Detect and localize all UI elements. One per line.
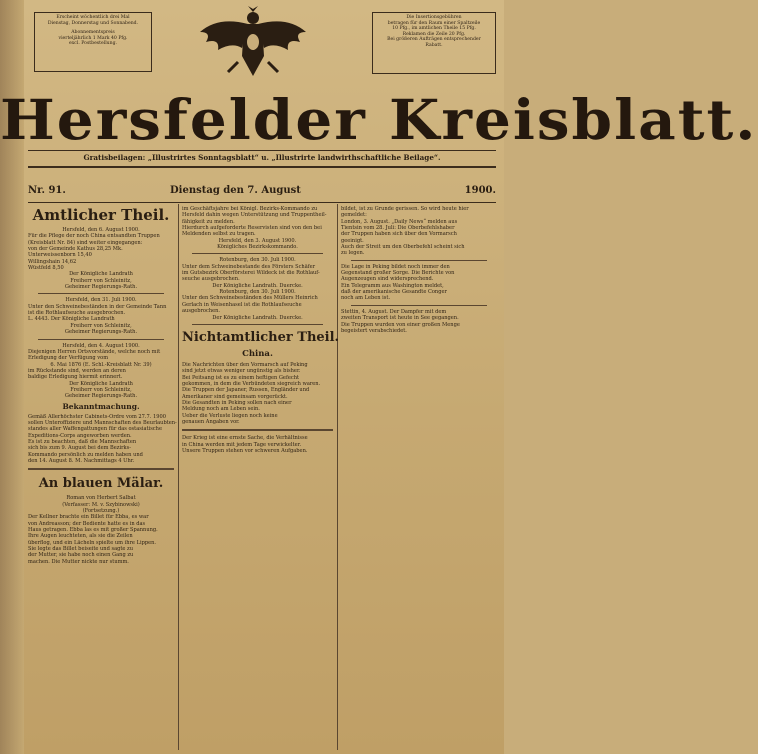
- text-line: Augenzeugen sind widersprechend.: [341, 276, 434, 283]
- issue-year: 1900.: [464, 185, 496, 196]
- notice-reservists: [182, 206, 333, 250]
- news-peking: [341, 264, 497, 302]
- subscription-line: Dienstag, Donnerstag und Sonnabend.: [47, 20, 139, 26]
- newspaper-title: Hersfelder Kreisblatt.: [0, 87, 758, 153]
- text-line: Rotenburg, den 30. Juli 1900.: [219, 257, 296, 264]
- text-line: Der Königliche Landrath: [69, 271, 133, 278]
- text-line: Tientsin vom 28. Juli: Die Oberbefehlshaber: [341, 225, 455, 232]
- text-line: bildet, ist zu Grunde gerissen. So wird heute hier: [341, 206, 469, 212]
- text-line: Gerlach in Weisenhasel ist die Rothlaufseuche: [182, 301, 302, 308]
- column-rule: [178, 204, 179, 750]
- notice-rotenburg: [182, 257, 333, 320]
- column-official: [28, 206, 177, 750]
- text-line: Gemäß Allerhöchster Cabinets-Ordre vom 27.7. 1900: [28, 413, 166, 420]
- china-article: [182, 362, 333, 425]
- announcement-heading: Bekanntmachung.: [62, 401, 140, 411]
- text-line: Ihre Augen leuchteten, als sie die Zeilen: [28, 533, 133, 540]
- text-line: seuche ausgebrochen.: [182, 276, 240, 283]
- text-line: Die Truppen wurden von einer großen Menge: [341, 321, 460, 328]
- section-heading-official: Amtlicher Theil.: [32, 206, 170, 224]
- text-line: standes aller Waffengattungen für das ostasiatische: [28, 426, 162, 433]
- text-line: L. 4443. Der Königliche Landrath: [28, 316, 115, 323]
- text-line: Freiherr von Schleinitz,: [70, 386, 132, 393]
- text-line: Der Krieg ist eine ernste Sache, die Verhältnisse: [182, 435, 308, 442]
- text-line: von der Gemeinde Kathus 28,25 Mk.: [28, 246, 123, 253]
- text-line: Ein Telegramm aus Washington meldet,: [341, 282, 444, 289]
- fee-line: betragen für den Raum einer Spaltzeile: [387, 20, 481, 26]
- text-line: (Fortsetzung.): [82, 508, 120, 515]
- china-heading: China.: [242, 348, 273, 359]
- text-line: genauen Angaben vor.: [182, 418, 240, 425]
- news-stettin: [341, 309, 497, 334]
- text-line: Ueber die Verluste liegen noch keine: [182, 412, 278, 419]
- text-line: Hersfeld, den 6. August 1900.: [62, 227, 140, 233]
- divider: [28, 150, 496, 151]
- text-line: der Mutter, sie habe noch einen Gang zu: [28, 552, 134, 559]
- text-line: Der Kellner brachte ein Billet für Ebba, es war: [28, 514, 149, 521]
- text-line: Rotenburg, den 30. Juli 1900.: [219, 289, 296, 296]
- text-line: Für die Pflege der noch China entsandten Truppen: [28, 233, 160, 240]
- text-line: der Truppen haben sich über den Vormarsch: [341, 231, 457, 238]
- text-line: Der Königliche Landrath: [69, 380, 133, 387]
- feuilleton-continued: [182, 435, 333, 454]
- text-line: sind jetzt etwas weniger ungünstig als bisher.: [182, 368, 301, 375]
- issue-date: Dienstag den 7. August: [170, 185, 301, 196]
- text-line: geeinigt.: [341, 237, 364, 244]
- subscription-line: Abonnementspreis: [71, 30, 115, 36]
- supplements-subtitle: Gratisbeilagen: „Illustrirtes Sonntagsblatt“ u. „Illustrirte landwirthschaftliche Beilage“.: [83, 153, 441, 162]
- text-line: Kommando persönlich zu melden haben und: [28, 451, 143, 458]
- fee-line: 10 Pfg., im amtlichen Theile 15 Pfg.: [392, 26, 476, 32]
- fee-line: Bei größeren Aufträgen entsprechender: [387, 37, 481, 43]
- text-line: begeistert verabschiedet.: [341, 327, 407, 334]
- text-line: gekommen, in dem die Verbündeten siegreich waren.: [182, 380, 321, 387]
- text-line: Auch der Streit um den Oberbefehl scheint sich: [341, 244, 465, 251]
- subscription-line: vierteljährlich 1 Mark 40 Pfg.: [58, 35, 128, 41]
- column-right: [341, 206, 497, 750]
- text-line: Bei Peitsang ist es zu einem heftigen Gefecht: [182, 374, 300, 381]
- text-line: London, 3. August. „Daily News“ melden aus: [341, 218, 458, 225]
- subscription-line: Erscheint wöchentlich drei Mal: [56, 15, 130, 20]
- text-line: Es ist zu beachten, daß die Mannschaften: [28, 438, 137, 445]
- text-line: Amerikaner sind gemeinsam vorgerückt.: [182, 393, 288, 400]
- text-line: Der Königliche Landrath. Duercke.: [212, 282, 303, 289]
- text-line: überflog, und ein Lächeln spielte um ihre Lippen.: [28, 539, 157, 546]
- text-line: zu legen.: [341, 250, 365, 257]
- text-line: Hersfeld, den 31. Juli 1900.: [65, 297, 137, 304]
- section-heading-unofficial: Nichtamtlicher Theil.: [182, 329, 340, 345]
- text-line: Haus getragen. Ebba las es mit großer Spannung.: [28, 527, 158, 534]
- text-line: Hersfeld, den 4. August 1900.: [62, 342, 140, 349]
- text-line: Roman von Herbert Salbat: [66, 495, 136, 502]
- text-line: den 14. August 8. M. Nachmittags 4 Uhr.: [28, 458, 135, 464]
- text-line: Expeditions-Corps angeworben werden.: [28, 432, 132, 439]
- text-line: Gegenstand großer Sorge. Die Berichte von: [341, 270, 455, 277]
- divider: [28, 166, 496, 168]
- text-line: 6. Mai 1876 (E. Schl.-Kreisblatt Nr. 39): [50, 361, 152, 368]
- text-line: von Andreasson; der Bediente hatte es in das: [28, 520, 146, 527]
- text-line: Meldenden selbst zu tragen.: [182, 231, 256, 238]
- text-line: Königliches Bezirkskommando.: [217, 244, 298, 251]
- text-line: ausgebrochen.: [182, 308, 221, 315]
- text-line: fähigkeit zu melden.: [182, 218, 235, 225]
- fee-line: Die Insertionsgebühren: [406, 15, 462, 20]
- notice-swine-disease: [28, 297, 174, 335]
- text-line: im Geschäftsjahre bei Königl. Bezirks-Kommando zu: [182, 206, 318, 212]
- text-line: Meldung noch am Leben sein.: [182, 406, 260, 413]
- text-line: Die Lage in Peking bildet noch immer den: [341, 263, 450, 270]
- feuilleton-heading: An blauen Mälar.: [38, 476, 164, 492]
- insertion-fee-box: [372, 12, 496, 74]
- text-line: noch am Leben ist.: [341, 295, 391, 302]
- text-line: Geheimer Regierungs-Rath.: [64, 329, 138, 336]
- text-line: im Gutsbezirk Oberförsterei Wildeck ist die Rothlauf-: [182, 270, 320, 277]
- text-line: (Verfasser: M. v. Szybinowski): [62, 501, 140, 508]
- feuilleton-body: [28, 514, 174, 565]
- text-line: Unter den Schweinebeständen des Müllers Heinrich: [182, 295, 318, 302]
- imperial-eagle-emblem: [198, 6, 308, 80]
- news-london: [341, 206, 497, 257]
- text-line: sollen Unteroffiziere und Mannschaften des Beurlaubten-: [28, 419, 177, 426]
- issue-number: Nr. 91.: [28, 185, 66, 196]
- text-line: Die Gesandten in Peking sollen nach einer: [182, 399, 292, 406]
- text-line: Die Truppen der Japaner, Russen, Engländer und: [182, 387, 310, 394]
- subscription-box: [34, 12, 152, 72]
- feuilleton-author: [28, 495, 174, 514]
- text-line: Geheimer Regierungs-Rath.: [64, 284, 138, 291]
- text-line: Freiherr von Schleinitz,: [70, 277, 132, 284]
- text-line: Die Nachrichten über den Vormarsch auf Peking: [182, 361, 308, 368]
- text-line: in China werden mit jedem Tage verwickelter.: [182, 441, 302, 448]
- fee-line: Reklamen die Zeile 20 Pfg.: [402, 31, 466, 37]
- divider: [28, 202, 496, 203]
- subscription-line: excl. Postbestellung.: [69, 41, 117, 47]
- text-line: Hersfeld dahin wegen Unterstützung und Truppentheil-: [182, 212, 327, 219]
- column-middle: [182, 206, 340, 750]
- text-line: Willingshain 14,62: [28, 258, 77, 265]
- notice-reminder: [28, 343, 174, 400]
- column-rule: [337, 204, 338, 750]
- text-line: ist die Rothlaufseuche ausgebrochen.: [28, 310, 126, 317]
- text-line: Unterweissenborn 15,40: [28, 252, 92, 259]
- text-line: Freiherr von Schleinitz,: [70, 322, 132, 329]
- text-line: Stettin, 4. August. Der Dampfer mit dem: [341, 308, 447, 315]
- text-line: Diejenigen Herren Ortsvorstände, welche noch mit: [28, 348, 161, 355]
- text-line: gemeldet:: [341, 212, 367, 219]
- fee-line: Rabatt.: [425, 42, 443, 48]
- text-line: Unter dem Schweinebestande des Försters Schäfer: [182, 263, 316, 270]
- text-line: Hierdurch aufgeforderte Reservisten sind von den bei: [182, 225, 322, 232]
- text-line: Der Königliche Landrath. Duercke.: [212, 314, 303, 321]
- text-line: Hersfeld, den 3. August 1900.: [218, 237, 297, 244]
- text-line: (Kreisblatt Nr. 84) sind weiter eingegangen:: [28, 239, 143, 246]
- text-line: Unter den Schweinebeständen in der Gemeinde Tann: [28, 303, 167, 310]
- text-line: Sie legte das Billet beiseite und sagte zu: [28, 546, 134, 553]
- text-line: daß der amerikanische Gesandte Conger: [341, 289, 447, 296]
- text-line: machen. Die Mutter nickte nur stumm.: [28, 558, 129, 565]
- notice-china-donations: [28, 227, 174, 290]
- text-line: Erledigung der Verfügung vom: [28, 355, 109, 362]
- text-line: im Rückstande sind, werden an deren: [28, 367, 126, 374]
- text-line: Unsere Truppen stehen vor schweren Aufgaben.: [182, 447, 308, 454]
- issue-dateline: [28, 185, 496, 199]
- text-line: sich bis zum 9. August bei dem Bezirks-: [28, 445, 131, 452]
- text-line: baldige Erledigung hiermit erinnert.: [28, 374, 123, 381]
- text-line: Geheimer Regierungs-Rath.: [64, 393, 138, 400]
- text-line: Wüstfeld 8,50: [28, 265, 64, 272]
- notice-recruitment: [28, 413, 177, 465]
- text-line: zweiten Transport ist heute in See gegangen.: [341, 315, 459, 322]
